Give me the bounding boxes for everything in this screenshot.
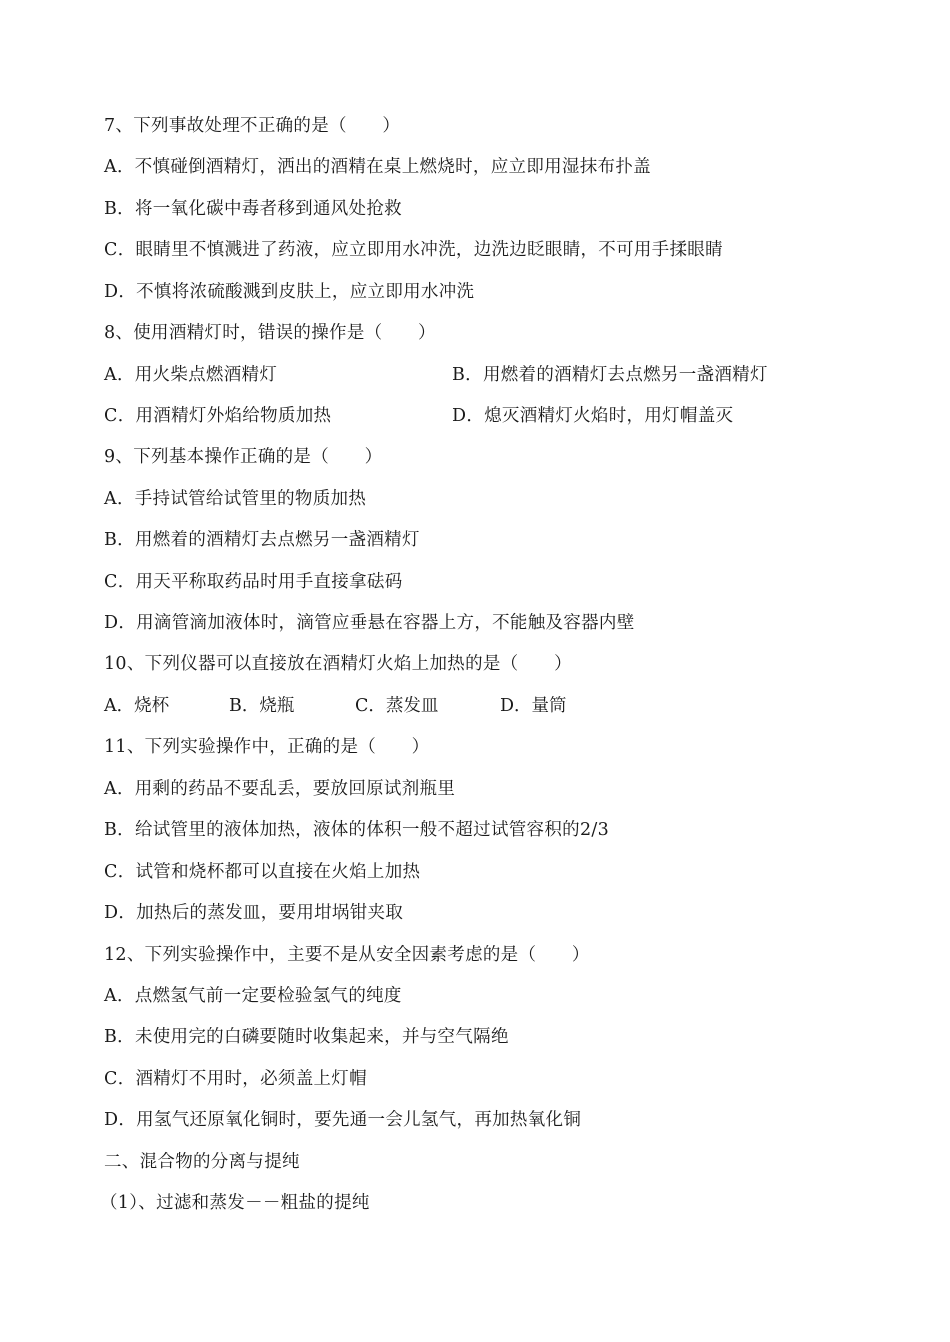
question-12-option-b: B．未使用完的白磷要随时收集起来，并与空气隔绝 [104,1027,509,1047]
question-9-option-a: A．手持试管给试管里的物质加热 [104,489,367,509]
section-heading: 二、混合物的分离与提纯 [104,1152,300,1172]
question-7-option-d: D．不慎将浓硫酸溅到皮肤上，应立即用水冲洗 [104,282,475,302]
question-10-option-a: A．烧杯 [104,696,170,716]
question-8-option-a: A．用火柴点燃酒精灯 [104,365,278,385]
question-7-option-b: B．将一氧化碳中毒者移到通风处抢救 [104,199,402,219]
question-9-option-c: C．用天平称取药品时用手直接拿砝码 [104,572,403,592]
question-11-option-c: C．试管和烧杯都可以直接在火焰上加热 [104,862,421,882]
question-12-stem: 12、下列实验操作中，主要不是从安全因素考虑的是（ ） [104,945,590,965]
question-10-option-c: C．蒸发皿 [355,696,439,716]
question-11-option-d: D．加热后的蒸发皿，要用坩埚钳夹取 [104,903,404,923]
question-8-option-b: B．用燃着的酒精灯去点燃另一盏酒精灯 [452,365,768,385]
section-subheading: （1）、过滤和蒸发－－粗盐的提纯 [100,1193,370,1213]
question-7-option-a: A．不慎碰倒酒精灯，洒出的酒精在桌上燃烧时，应立即用湿抹布扑盖 [104,157,651,177]
question-11-option-a: A．用剩的药品不要乱丢，要放回原试剂瓶里 [104,779,456,799]
question-10-option-d: D．量筒 [500,696,567,716]
question-11-option-b: B．给试管里的液体加热，液体的体积一般不超过试管容积的2/3 [104,820,610,840]
question-12-option-d: D．用氢气还原氧化铜时，要先通一会儿氢气，再加热氧化铜 [104,1110,582,1130]
question-9-option-b: B．用燃着的酒精灯去点燃另一盏酒精灯 [104,530,420,550]
question-10-option-b: B．烧瓶 [229,696,295,716]
question-8-stem: 8、使用酒精灯时，错误的操作是（ ） [104,323,436,343]
question-9-option-d: D．用滴管滴加液体时，滴管应垂悬在容器上方，不能触及容器内壁 [104,613,635,633]
question-7-stem: 7、下列事故处理不正确的是（ ） [104,116,401,136]
question-9-stem: 9、下列基本操作正确的是（ ） [104,447,383,467]
question-8-option-c: C．用酒精灯外焰给物质加热 [104,406,332,426]
question-8-option-d: D．熄灭酒精灯火焰时，用灯帽盖灭 [452,406,734,426]
question-11-stem: 11、下列实验操作中，正确的是（ ） [104,737,430,757]
question-7-option-c: C．眼睛里不慎溅进了药液，应立即用水冲洗，边洗边眨眼睛，不可用手揉眼睛 [104,240,723,260]
question-12-option-c: C．酒精灯不用时，必须盖上灯帽 [104,1069,367,1089]
question-12-option-a: A．点燃氢气前一定要检验氢气的纯度 [104,986,402,1006]
question-10-stem: 10、下列仪器可以直接放在酒精灯火焰上加热的是（ ） [104,654,572,674]
